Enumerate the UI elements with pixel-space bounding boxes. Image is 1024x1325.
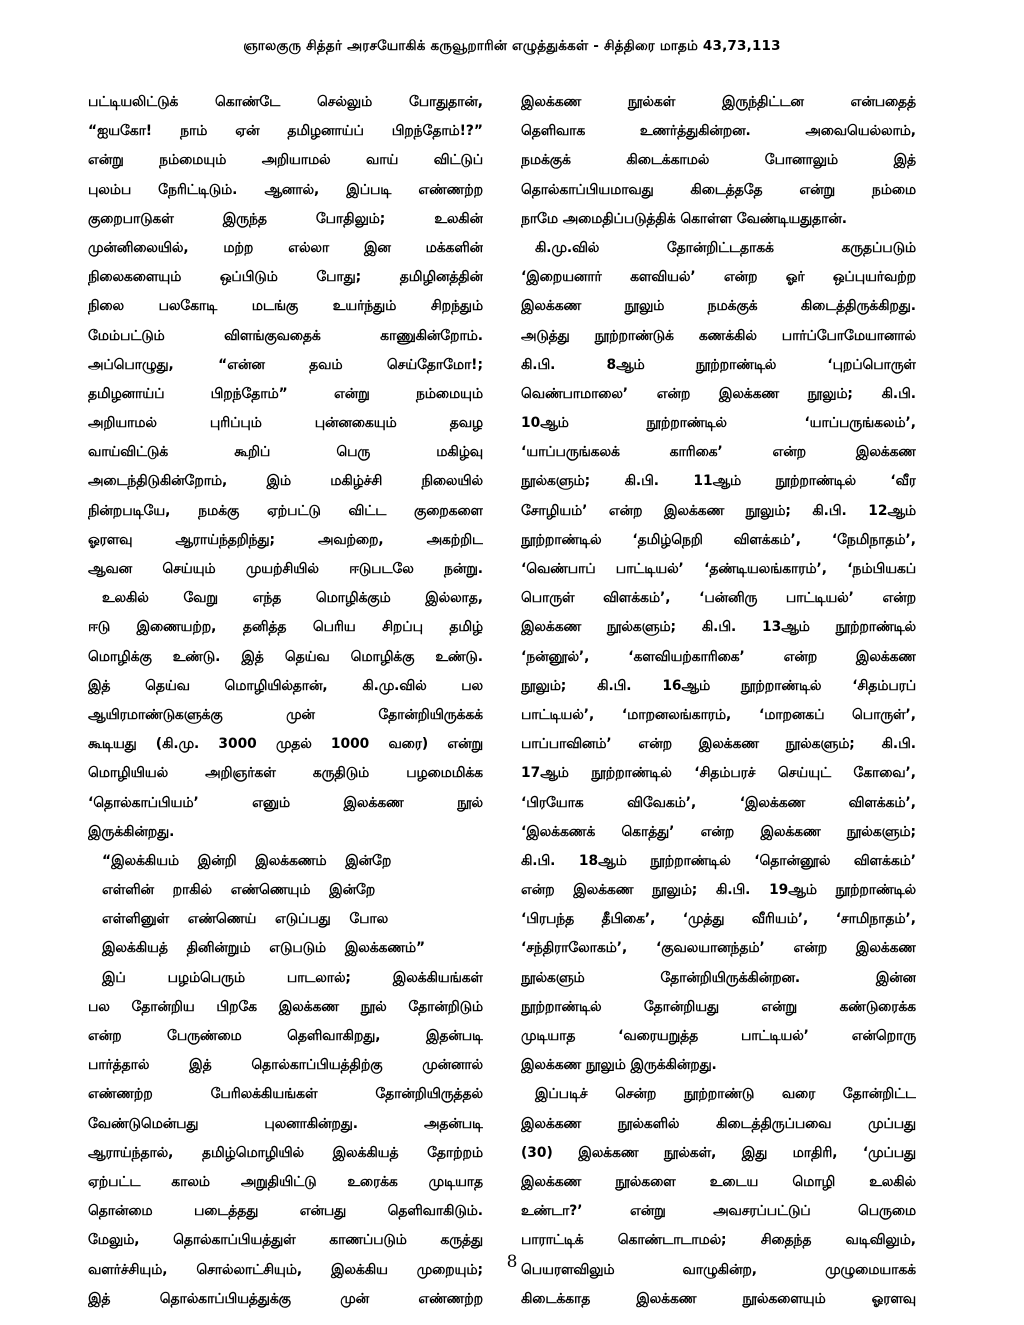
text-line: என்று நம்மையும் அறியாமல் வாய் விட்டுப் — [88, 152, 483, 169]
verse-line: இலக்கியத் தினின்றும் எடுபடும் இலக்கணம்” — [102, 940, 426, 957]
text-line: பாராட்டிக் கொண்டாடாமல்; சிதைந்த வடிவிலும், — [521, 1232, 916, 1249]
text-line: ஆவன செய்யும் முயற்சியில் ஈடுபடலே நன்று. — [88, 561, 483, 577]
text-line: (30) இலக்கண நூல்கள், இது மாதிரி, ‘முப்பது — [521, 1144, 916, 1161]
verse-line: எள்ளினுள் எண்ணெய் எடுப்பது போல — [102, 911, 389, 928]
page-number: 8 — [506, 1252, 518, 1272]
text-line: இலக்கண நூல்களில் கிடைத்திருப்பவை முப்பது — [521, 1115, 916, 1132]
text-line: மொழியியல் அறிஞர்கள் கருதிடும் பழமைமிக்க — [88, 765, 483, 782]
text-line: ‘யாப்பருங்கலக் காரிகை’ என்ற இலக்கண — [521, 444, 916, 461]
text-line: நூல்களும்; கி.பி. 11ஆம் நூற்றாண்டில் ‘வீர — [521, 473, 916, 490]
text-line: நூல்களும் தோன்றியிருக்கின்றன. இன்ன — [521, 969, 916, 986]
text-line: 17ஆம் நூற்றாண்டில் ‘சிதம்பரச் செய்யுட் கோவை’, — [521, 765, 916, 782]
text-line: கி.பி. 8ஆம் நூற்றாண்டில் ‘புறப்பொருள் — [521, 356, 916, 373]
text-line: ‘பிரபந்த தீபிகை’, ‘முத்து வீரியம்’, ‘சாமிநாதம்’, — [521, 911, 916, 928]
text-line: முன்னிலையில், மற்ற எல்லா இன மக்களின் — [88, 239, 483, 256]
text-line: பெயரளவிலும் வாழுகின்ற, முழுமையாகக் — [521, 1261, 916, 1278]
text-line: ‘பிரயோக விவேகம்’, ‘இலக்கண விளக்கம்’, — [521, 794, 916, 811]
text-line: இலக்கண நூல்களும்; கி.பி. 13ஆம் நூற்றாண்டில் — [521, 619, 916, 636]
text-line: ஓரளவு ஆராய்ந்தறிந்து; அவற்றை, அகற்றிட — [88, 531, 483, 548]
text-line: மேலும், தொல்காப்பியத்துள் காணப்படும் கருத்து — [88, 1232, 483, 1249]
text-line: உலகில் வேறு எந்த மொழிக்கும் இல்லாத, — [102, 590, 483, 607]
text-line: ஈடு இணையற்ற, தனித்த பெரிய சிறப்பு தமிழ் — [88, 619, 483, 636]
text-line: ஏற்பட்ட காலம் அறுதியிட்டு உரைக்க முடியாத — [88, 1173, 483, 1190]
verse-quote — [88, 847, 483, 964]
text-line: பாப்பாவினம்’ என்ற இலக்கண நூல்களும்; கி.பி. — [521, 736, 916, 753]
text-line: இலக்கண நூல்கள் இருந்திட்டன என்பதைத் — [521, 94, 916, 110]
text-line: கூடியது (கி.மு. 3000 முதல் 1000 வரை) என்று — [88, 736, 483, 753]
text-line: இப் பழம்பெரும் பாடலால்; இலக்கியங்கள் — [102, 969, 483, 986]
text-line: வளர்ச்சியும், சொல்லாட்சியும், இலக்கிய முறையும்; — [88, 1261, 483, 1278]
text-line: அப்பொழுது, “என்ன தவம் செய்தோமோ!; — [88, 356, 483, 373]
text-line: நூற்றாண்டில் ‘தமிழ்நெறி விளக்கம்’, ‘நேமிநாதம்’, — [521, 531, 916, 548]
text-line: நூற்றாண்டில் தோன்றியது என்று கண்டுரைக்க — [521, 998, 916, 1015]
text-line: தொல்காப்பியமாவது கிடைத்ததே என்று நம்மை — [521, 181, 916, 198]
text-line: கிடைக்காத இலக்கண நூல்களையும் ஓரளவு — [521, 1290, 916, 1307]
text-line: “ஐயகோ! நாம் ஏன் தமிழனாய்ப் பிறந்தோம்!?” — [88, 123, 483, 140]
text-line: அடைந்திடுகின்றோம், இம் மகிழ்ச்சி நிலையில் — [88, 473, 483, 490]
text-line: ‘சந்திராலோகம்’, ‘குவலயானந்தம்’ என்ற இலக்கண — [521, 940, 916, 957]
running-header: ஞாலகுரு சித்தர் அரசயோகிக் கருவூறாரின் எழுத்துக்கள் - சித்திரை மாதம் 43,73,113 — [243, 38, 781, 54]
text-line: என்ற இலக்கண நூலும்; கி.பி. 19ஆம் நூற்றாண்டில் — [521, 882, 916, 899]
text-line: பட்டியலிட்டுக் கொண்டே செல்லும் போதுதான், — [88, 94, 483, 110]
text-line: நூலும்; கி.பி. 16ஆம் நூற்றாண்டில் ‘சிதம்பரப் — [521, 677, 916, 694]
text-line: இத் தொல்காப்பியத்துக்கு முன் எண்ணற்ற — [88, 1290, 483, 1307]
text-line: நிலை பலகோடி மடங்கு உயர்ந்தும் சிறந்தும் — [88, 298, 483, 315]
text-line: குறைபாடுகள் இருந்த போதிலும்; உலகின் — [88, 210, 483, 227]
text-line: என்ற பேருண்மை தெளிவாகிறது, இதன்படி — [88, 1028, 483, 1044]
left-column — [88, 88, 483, 1314]
text-line: நின்றபடியே, நமக்கு ஏற்பட்டு விட்ட குறைகளை — [88, 502, 483, 519]
text-line: ‘இறையனார் களவியல்’ என்ற ஓர் ஒப்புயர்வற்ற — [521, 269, 916, 286]
text-line: இப்படிச் சென்ற நூற்றாண்டு வரை தோன்றிட்ட — [535, 1086, 916, 1103]
text-line: அடுத்து நூற்றாண்டுக் கணக்கில் பார்ப்போமேயானால் — [521, 327, 916, 344]
text-line: மேம்பட்டும் விளங்குவதைக் காணுகின்றோம். — [88, 327, 483, 344]
text-line: வெண்பாமாலை’ என்ற இலக்கண நூலும்; கி.பி. — [521, 385, 916, 402]
verse-line: “இலக்கியம் இன்றி இலக்கணம் இன்றே — [102, 852, 392, 869]
text-line: பாட்டியல்’, ‘மாறனலங்காரம், ‘மாறனகப் பொருள்’, — [521, 706, 916, 723]
text-line: பார்த்தால் இத் தொல்காப்பியத்திற்கு முன்னால் — [88, 1057, 483, 1074]
text-line: ‘வெண்பாப் பாட்டியல்’ ‘தண்டியலங்காரம்’, ‘நம்பியகப் — [521, 561, 916, 577]
text-line: கி.மு.வில் தோன்றிட்டதாகக் கருதப்படும் — [535, 239, 916, 256]
text-line: தொன்மை படைத்தது என்பது தெளிவாகிடும். — [88, 1203, 483, 1220]
text-line: இருக்கின்றது. — [88, 823, 175, 840]
text-line: இலக்கண நூலும் இருக்கின்றது. — [521, 1057, 717, 1074]
text-line: அறியாமல் புரிப்பும் புன்னகையும் தவழ — [88, 415, 483, 432]
text-line: எண்ணற்ற பேரிலக்கியங்கள் தோன்றியிருத்தல் — [88, 1086, 483, 1103]
text-line: புலம்ப நேரிட்டிடும். ஆனால், இப்படி எண்ணற்ற — [88, 181, 483, 198]
text-line: நாமே அமைதிப்படுத்திக் கொள்ள வேண்டியதுதான். — [521, 210, 847, 227]
text-line: ‘தொல்காப்பியம்’ எனும் இலக்கண நூல் — [88, 794, 483, 811]
text-line: கி.பி. 18ஆம் நூற்றாண்டில் ‘தொன்னூல் விளக்கம்’ — [521, 852, 916, 869]
text-line: நமக்குக் கிடைக்காமல் போனாலும் இத் — [521, 152, 916, 169]
text-line: மொழிக்கு உண்டு. இத் தெய்வ மொழிக்கு உண்டு. — [88, 648, 483, 665]
text-line: ஆராய்ந்தால், தமிழ்மொழியில் இலக்கியத் தோற்றம் — [88, 1144, 483, 1161]
text-line: ‘இலக்கணக் கொத்து’ என்ற இலக்கண நூல்களும்; — [521, 823, 916, 840]
text-line: 10ஆம் நூற்றாண்டில் ‘யாப்பருங்கலம்’, — [521, 415, 916, 432]
text-line: சோழியம்’ என்ற இலக்கண நூலும்; கி.பி. 12ஆம் — [521, 502, 916, 519]
text-line: தெளிவாக உணர்த்துகின்றன. அவையெல்லாம், — [521, 123, 916, 140]
text-line: வேண்டுமென்பது புலனாகின்றது. அதன்படி — [88, 1115, 483, 1132]
right-column — [521, 88, 916, 1314]
text-line: ஆயிரமாண்டுகளுக்கு முன் தோன்றியிருக்கக் — [88, 706, 483, 723]
text-line: வாய்விட்டுக் கூறிப் பெரு மகிழ்வு — [88, 444, 483, 461]
text-line: உண்டா?’ என்று அவசரப்பட்டுப் பெருமை — [521, 1203, 916, 1220]
text-line: இலக்கண நூல்களை உடைய மொழி உலகில் — [521, 1173, 916, 1190]
text-line: இலக்கண நூலும் நமக்குக் கிடைத்திருக்கிறது. — [521, 298, 916, 315]
text-line: இத் தெய்வ மொழியில்தான், கி.மு.வில் பல — [88, 677, 483, 694]
text-line: தமிழனாய்ப் பிறந்தோம்” என்று நம்மையும் — [88, 385, 483, 402]
text-line: பல தோன்றிய பிறகே இலக்கண நூல் தோன்றிடும் — [88, 998, 483, 1015]
text-line: முடியாத ‘வரையறுத்த பாட்டியல்’ என்றொரு — [521, 1028, 916, 1044]
text-line: நிலைகளையும் ஒப்பிடும் போது; தமிழினத்தின் — [88, 269, 483, 286]
text-line: பொருள் விளக்கம்’, ‘பன்னிரு பாட்டியல்’ என்ற — [521, 590, 916, 607]
verse-line: எள்ளின் றாகில் எண்ணெயும் இன்றே — [102, 882, 376, 899]
text-line: ‘நன்னூல்’, ‘களவியற்காரிகை’ என்ற இலக்கண — [521, 648, 916, 665]
